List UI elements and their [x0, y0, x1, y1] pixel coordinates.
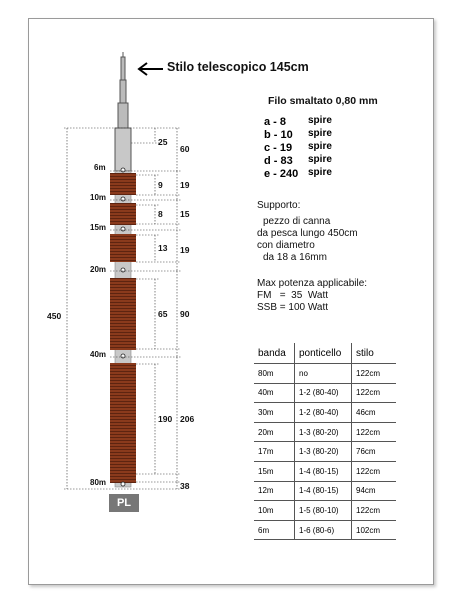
power-notes: Max potenza applicabile: FM = 35 Watt SSB = 100 Watt — [257, 278, 368, 313]
table-row: 6m 1-6 (80-6) 102cm — [254, 520, 396, 540]
coil-a — [110, 173, 136, 195]
table-row: 17m 1-3 (80-20) 76cm — [254, 442, 396, 462]
table-row: 80m no 122cm — [254, 364, 396, 384]
dim-65: 65 — [158, 309, 168, 319]
dim-19a: 19 — [180, 180, 190, 190]
dim-60: 60 — [180, 144, 190, 154]
coil-b — [110, 203, 136, 225]
table-row: 20m 1-3 (80-20) 122cm — [254, 422, 396, 442]
table-row: 12m 1-4 (80-15) 94cm — [254, 481, 396, 501]
coil-list — [264, 114, 332, 179]
dim-19b: 19 — [180, 245, 190, 255]
coil-letter-a: a — [139, 180, 144, 189]
coil-letter-b: b — [139, 210, 144, 219]
marker-10m: 10m — [90, 193, 107, 202]
dim-8: 8 — [158, 209, 163, 219]
coil-row-e: e - 240 spire — [264, 167, 332, 180]
table-row: 10m 1-5 (80-10) 122cm — [254, 501, 396, 521]
coil-row-a: a - 8 spire — [264, 115, 332, 128]
coil-d — [110, 278, 136, 350]
support-notes: Supporto: pezzo di canna da pesca lungo 450cm con diametro da 18 a 16mm — [257, 200, 358, 263]
table-row: 40m 1-2 (80-40) 122cm — [254, 383, 396, 403]
pl-connector: PL — [109, 494, 139, 512]
coil-e — [110, 363, 136, 483]
dim-15: 15 — [180, 209, 190, 219]
dim-9: 9 — [158, 180, 163, 190]
wire-spec: Filo smaltato 0,80 mm — [268, 95, 378, 107]
dim-206: 206 — [180, 414, 195, 424]
dim-90: 90 — [180, 309, 190, 319]
dim-total: 450 — [47, 311, 62, 321]
dim-38: 38 — [180, 481, 190, 491]
table-row: 15m 1-4 (80-15) 122cm — [254, 461, 396, 481]
marker-20m: 20m — [90, 265, 107, 274]
whip-title: Stilo telescopico 145cm — [167, 60, 309, 74]
table-row: 30m 1-2 (80-40) 46cm — [254, 403, 396, 423]
marker-6m: 6m — [94, 163, 106, 172]
dim-25: 25 — [158, 137, 168, 147]
dim-13: 13 — [158, 243, 168, 253]
whip-section-2 — [120, 80, 126, 103]
dim-190: 190 — [158, 414, 173, 424]
coil-letter-c: c — [139, 243, 143, 252]
marker-80m: 80m — [90, 478, 107, 487]
marker-15m: 15m — [90, 223, 107, 232]
coil-row-b: b - 10 spire — [264, 128, 332, 141]
mast-tube — [115, 128, 131, 171]
coil-letter-e: e — [139, 414, 144, 423]
coil-row-d: d - 83 spire — [264, 154, 332, 167]
band-table — [254, 343, 396, 540]
coil-c — [110, 234, 136, 262]
marker-40m: 40m — [90, 350, 107, 359]
table-header: banda ponticello stilo — [254, 343, 396, 364]
coil-row-c: c - 19 spire — [264, 141, 332, 154]
whip-section-1 — [121, 57, 125, 80]
coil-letter-d: d — [139, 309, 144, 318]
whip-section-3 — [118, 103, 128, 128]
